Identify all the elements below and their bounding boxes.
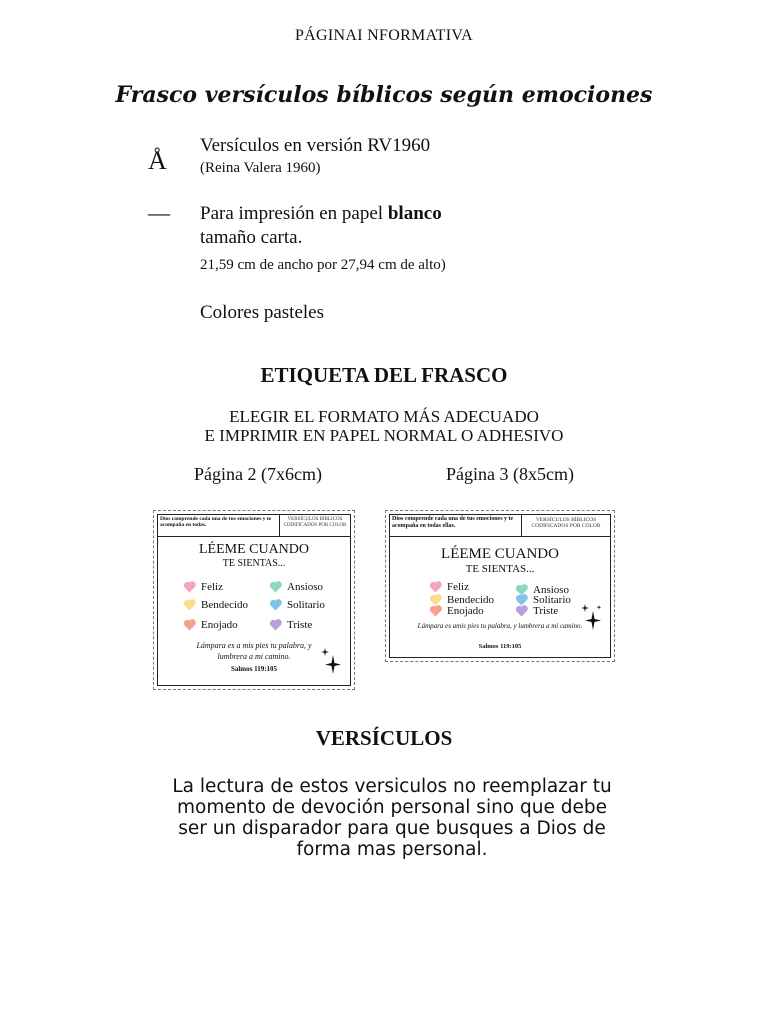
item-paper-sub: 21,59 cm de ancho por 27,94 cm de alto) [200, 257, 446, 273]
emotion-label: Bendecido [447, 594, 495, 606]
page3-label: Página 3 (8x5cm) [446, 464, 574, 484]
verses-heading: VERSÍCULOS [315, 726, 453, 750]
emotion-label: Bendecido [201, 599, 249, 611]
card-large-title: LÉEME CUANDO [441, 546, 559, 562]
page-header: PÁGINAI NFORMATIVA [294, 27, 473, 44]
item-paper [200, 202, 442, 250]
emotion-item [182, 599, 248, 611]
heart-icon [271, 582, 281, 592]
card-large-subtitle: TE SIENTAS... [465, 563, 535, 575]
card-small-verse: Lámpara es a mis pies tu palabra, y lumbrera a mi camino. [196, 641, 312, 661]
emotion-label: Ansioso [287, 581, 324, 593]
label-card-small [153, 510, 355, 690]
sparkle-icon [320, 647, 342, 675]
card-large-verse: Lámpara es amis pies tu palabra, y lumbrera a mi camino. [417, 622, 583, 630]
heart-icon [271, 600, 281, 610]
page-title: Frasco versículos bíblicos según emociones [115, 82, 653, 108]
label-section-heading: ETIQUETA DEL FRASCO [260, 363, 508, 387]
heart-icon [271, 620, 281, 630]
emotion-label: Feliz [447, 581, 469, 593]
heart-icon [185, 600, 195, 610]
bullet-symbol-2: — [148, 200, 170, 225]
bullet-symbol-1: Å [148, 146, 167, 175]
sparkle-icon [580, 603, 602, 631]
page2-label: Página 2 (7x6cm) [194, 464, 322, 484]
heart-icon [431, 595, 441, 605]
item-paper-bold: blanco [387, 203, 442, 224]
emotion-label: Ansioso [533, 584, 570, 596]
item-version: Versículos en versión RV1960 [200, 135, 431, 156]
card-small-title: LÉEME CUANDO [198, 542, 310, 557]
emotion-item [428, 581, 469, 593]
item-colors: Colores pasteles [200, 302, 325, 323]
card-large-category: VERSÍCULOS BÍBLICOS CODIFICADOS POR COLOR [531, 517, 601, 530]
label-section-line2: E IMPRIMIR EN PAPEL NORMAL O ADHESIVO [204, 426, 564, 445]
item-version-sub: (Reina Valera 1960) [200, 160, 321, 176]
item-paper-text: Para impresión en papel [200, 203, 388, 224]
card-large-reference: Salmos 119:105 [478, 643, 522, 650]
item-paper-text-2: tamaño carta. [200, 227, 303, 248]
label-section-line1: ELEGIR EL FORMATO MÁS ADECUADO [229, 407, 539, 426]
heart-icon [517, 606, 527, 616]
emotion-item [268, 619, 312, 631]
emotion-item [182, 619, 238, 631]
emotion-item [428, 605, 484, 617]
label-card-large [385, 510, 615, 662]
emotion-label: Solitario [533, 594, 571, 606]
emotion-item [514, 605, 558, 617]
card-small-subtitle: TE SIENTAS... [222, 558, 286, 569]
emotion-item [182, 581, 223, 593]
heart-icon [185, 582, 195, 592]
heart-icon [517, 595, 527, 605]
emotion-label: Triste [287, 619, 313, 631]
emotion-item [268, 581, 323, 593]
emotion-label: Enojado [201, 619, 238, 631]
heart-icon [431, 606, 441, 616]
heart-icon [431, 582, 441, 592]
card-large-tagline: Dios comprende cada una de tus emociones y te acompaña en todas ellas. [390, 515, 522, 536]
card-small-tagline: Dios comprende cada una de tus emociones y te acompaña en todas. [158, 515, 280, 536]
card-small-reference: Salmos 119:105 [230, 665, 278, 673]
emotion-item [268, 599, 325, 611]
emotion-label: Feliz [201, 581, 223, 593]
card-small-category: VERSÍCULOS BÍBLICOS CODIFICADOS POR COLOR [283, 517, 347, 528]
emotion-label: Solitario [287, 599, 325, 611]
heart-icon [185, 620, 195, 630]
emotion-label: Triste [533, 605, 559, 617]
emotion-label: Enojado [447, 605, 484, 617]
verses-paragraph: La lectura de estos versiculos no reemplazar tu momento de devoción personal sino que debe ser un disparador para que busques a Dios de forma mas personal. [172, 776, 612, 860]
